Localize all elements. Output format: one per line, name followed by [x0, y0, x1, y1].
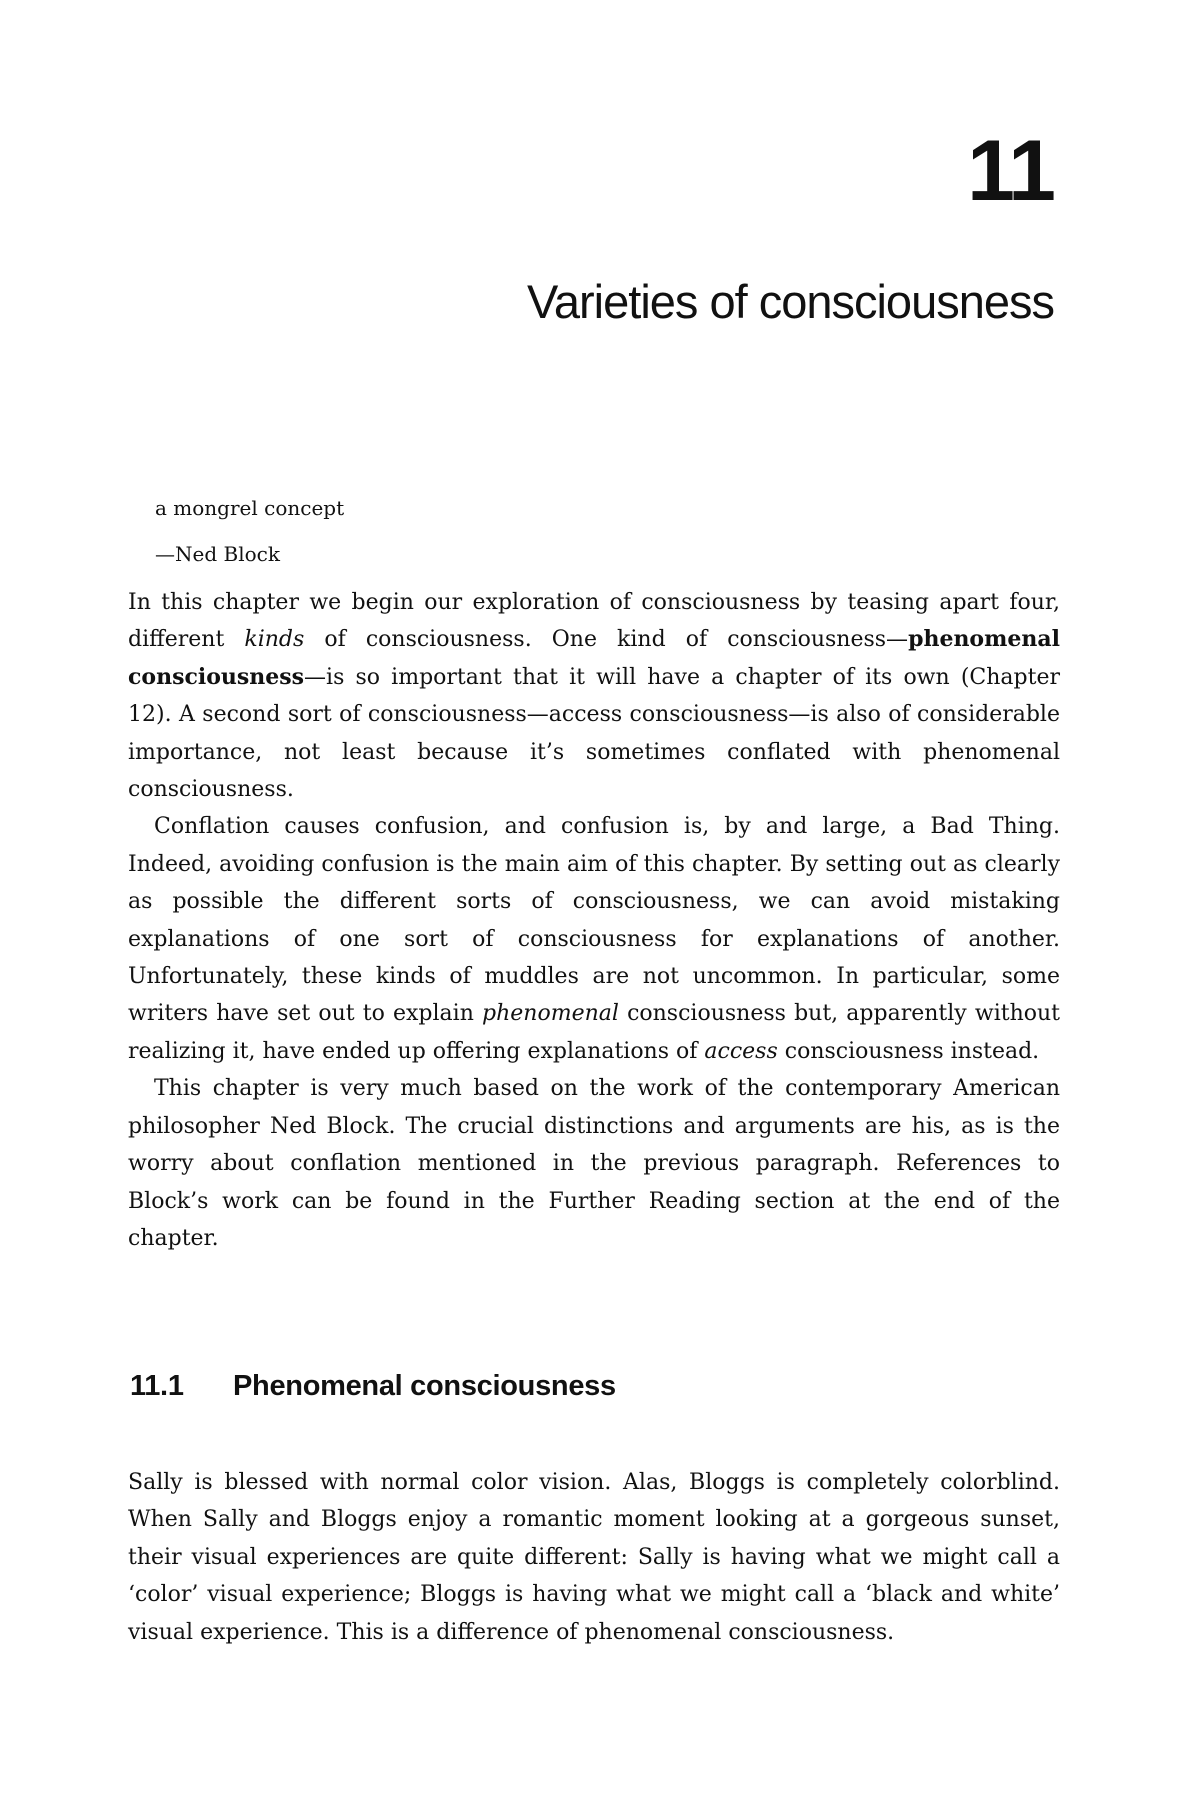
section-heading: [130, 1372, 616, 1401]
paragraph-1: [128, 584, 1060, 808]
epigraph: [155, 485, 344, 577]
chapter-number: 11: [967, 123, 1054, 219]
paragraph-2-part-e: consciousness instead.: [777, 1038, 1040, 1064]
paragraph-1-part-e: —is so important that it will have a chapter of its own (Chapter 12). A second sort of consciousness—access consciousness—is also of considerable importance, not least because it’s sometimes conflated with phenomenal consciousness.: [128, 664, 1060, 803]
paragraph-1-part-a: In this chapter we begin our exploration of consciousness by teasing apart four, different: [128, 590, 1060, 653]
paragraph-2-part-a: Conflation causes confusion, and confusion is, by and large, a Bad Thing. Indeed, avoiding confusion is the main aim of this chapter. By setting out as clearly as possible the different sorts of consciousness, we can avoid mistaking explanations of one sort of consciousness for explanations of another. Unfortunately, these kinds of muddles are not uncommon. In particular, some writers have set out to explain: [128, 814, 1060, 1027]
emphasis-access: access: [704, 1038, 778, 1064]
paragraph-3: This chapter is very much based on the work of the contemporary American philosopher Ned Block. The crucial distinctions and arguments are his, as is the worry about conflation mentioned in the previous paragraph. References to Block’s work can be found in the Further Reading section at the end of the chapter.: [128, 1076, 1060, 1251]
section-paragraph: Sally is blessed with normal color vision. Alas, Bloggs is completely colorblind. When Sally and Bloggs enjoy a romantic moment looking at a gorgeous sunset, their visual experiences are quite different: Sally is having what we might call a ‘color’ visual experience; Bloggs is having what we might call a ‘black and white’ visual experience. This is a difference of phenomenal consciousness.: [128, 1470, 1060, 1645]
section-body: [128, 1464, 1060, 1651]
paragraph-1-part-c: of consciousness. One kind of consciousness—: [304, 627, 909, 653]
epigraph-attribution: —Ned Block: [155, 542, 280, 566]
paragraph-2: [128, 808, 1060, 1070]
section-title: Phenomenal consciousness: [233, 1370, 616, 1402]
paragraph-2-part-c: consciousness but, apparently without realizing it, have ended up offering explanations of: [128, 1001, 1060, 1064]
epigraph-quote: a mongrel concept: [155, 496, 345, 520]
term-phenomenal-consciousness: phenomenal consciousness: [128, 626, 1060, 690]
section-number: 11.1: [130, 1370, 184, 1402]
chapter-title: Varieties of consciousness: [527, 275, 1054, 328]
chapter-intro: [128, 584, 1060, 1257]
emphasis-phenomenal: phenomenal: [482, 1001, 619, 1027]
emphasis-kinds: kinds: [244, 627, 305, 653]
